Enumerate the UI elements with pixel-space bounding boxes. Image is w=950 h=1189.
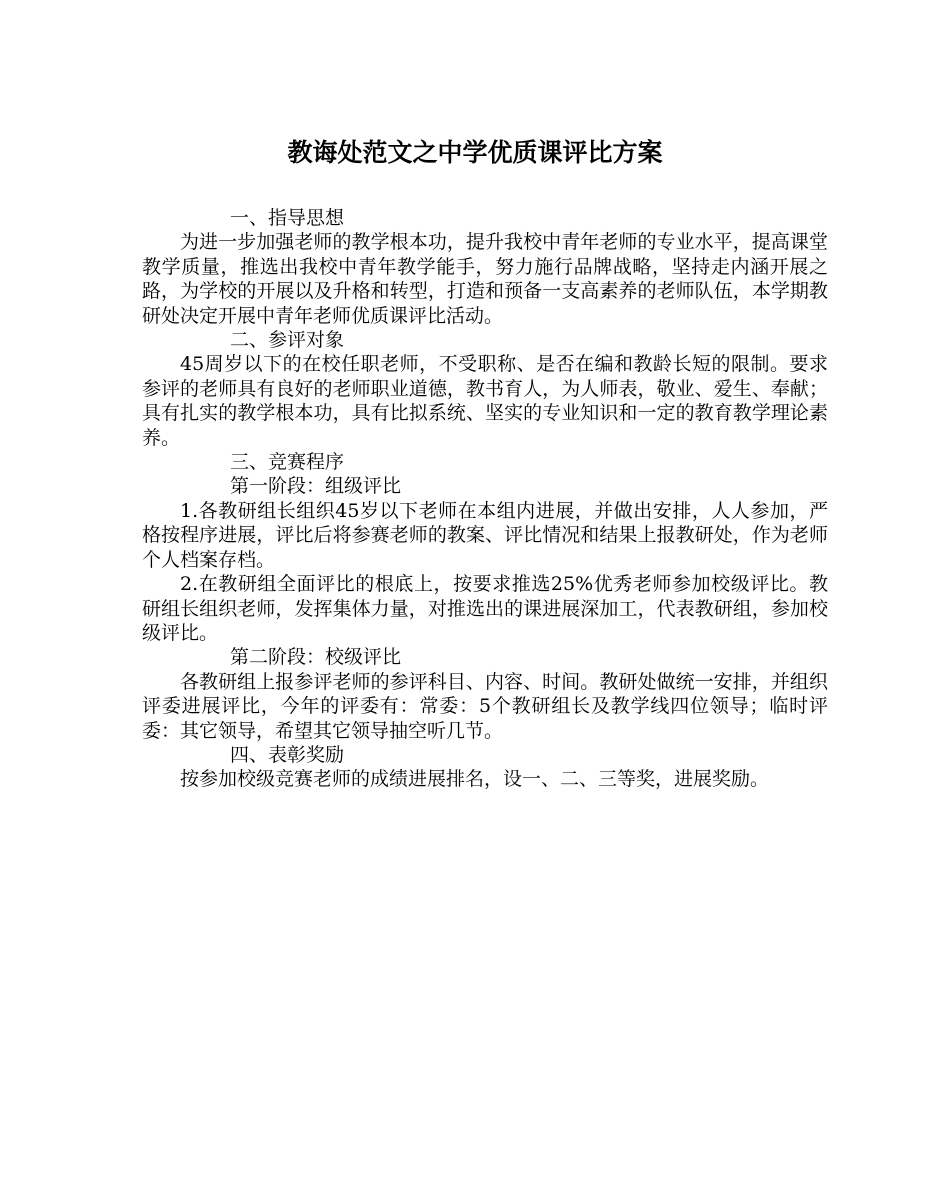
paragraph-participants: 45周岁以下的在校任职老师，不受职称、是否在编和教龄长短的限制。要求参评的老师具有良好的老师职业道德，教书育人，为人师表，敬业、爱生、奉献；具有扎实的教学根本功，具有比拟系统、坚实的专业知识和一定的教育教学理论素养。 — [142, 353, 828, 449]
paragraph-stage-two: 各教研组上报参评老师的参评科目、内容、时间。教研处做统一安排，并组织评委进展评比，今年的评委有：常委：5个教研组长及教学线四位领导；临时评委：其它领导，希望其它领导抽空听几节。 — [142, 670, 828, 742]
section-heading-guiding-ideology: 一、指导思想 — [230, 207, 345, 229]
paragraph-stage-one-item-2: 2.在教研组全面评比的根底上，按要求推选25%优秀老师参加校级评比。教研组长组织老师，发挥集体力量，对推选出的课进展深加工，代表教研组，参加校级评比。 — [142, 573, 828, 644]
paragraph-stage-one-item-1: 1.各教研组长组织45岁以下老师在本组内进展，并做出安排，人人参加，严格按程序进展，评比后将参赛老师的教案、评比情况和结果上报教研处，作为老师个人档案存档。 — [142, 499, 828, 571]
section-heading-participants: 二、参评对象 — [230, 329, 345, 352]
section-heading-awards: 四、表彰奖励 — [230, 743, 345, 766]
document-body — [142, 206, 828, 792]
document-title: 教诲处范文之中学优质课评比方案 — [287, 138, 663, 167]
section-heading-procedure: 三、竞赛程序 — [230, 451, 345, 474]
paragraph-guiding-ideology: 为进一步加强老师的教学根本功，提升我校中青年老师的专业水平，提高课堂教学质量，推选出我校中青年教学能手，努力施行品牌战略，坚持走内涵开展之路，为学校的开展以及升格和转型，打造和预备一支高素养的老师队伍，本学期教研处决定开展中青年老师优质课评比活动。 — [142, 231, 828, 327]
paragraph-awards: 按参加校级竞赛老师的成绩进展排名，设一、二、三等奖，进展奖励。 — [180, 768, 770, 791]
section-heading-stage-one: 第一阶段：组级评比 — [230, 475, 402, 498]
section-heading-stage-two: 第二阶段：校级评比 — [230, 646, 402, 669]
